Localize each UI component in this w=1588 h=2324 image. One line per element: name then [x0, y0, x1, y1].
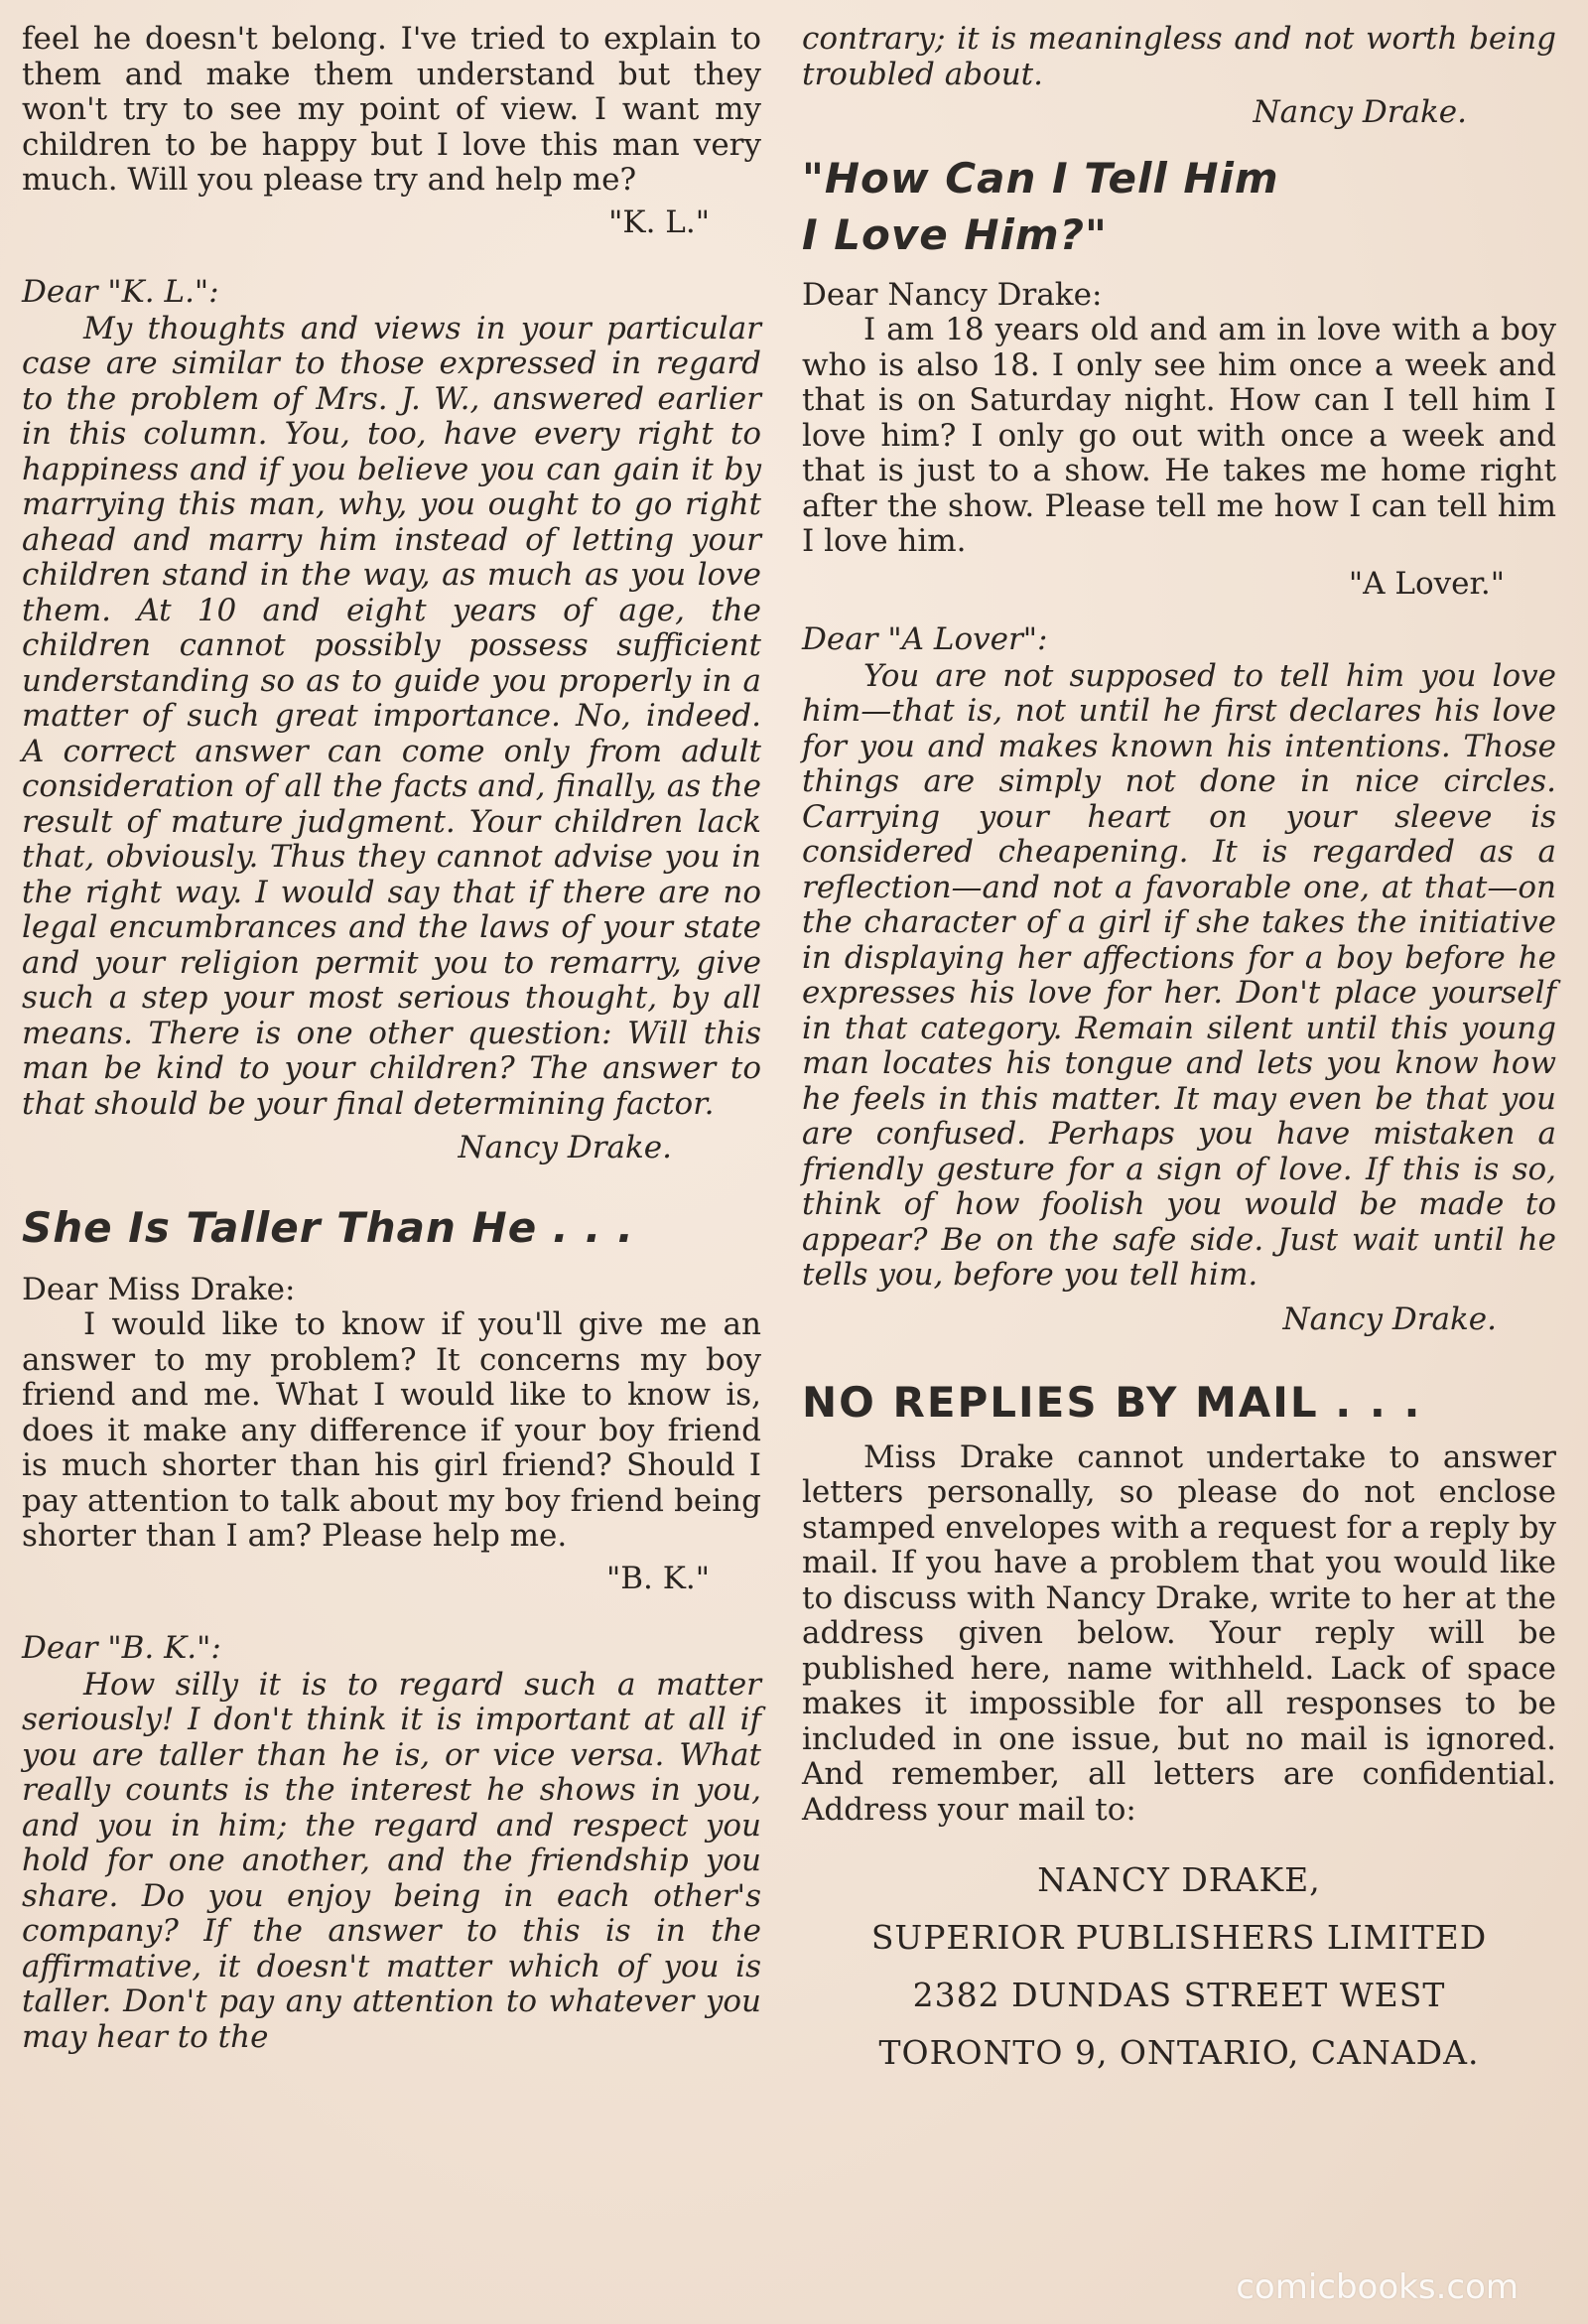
letter-signature: "K. L." — [608, 204, 710, 240]
section-heading-line1: "How Can I Tell Him — [802, 154, 1279, 203]
letter-body: I would like to know if you'll give me an answer to my problem? It concerns my boy friend and me. What I would like to know is, does it make any difference if your boy friend is much shorter than his girl friend? Should I pay attention to talk about my boy friend being shorter than I am? Please help me. — [22, 1306, 761, 1554]
letter-signature: "A Lover." — [1348, 565, 1505, 602]
reply-signoff: Nancy Drake. — [1282, 1300, 1497, 1337]
reply-signoff: Nancy Drake. — [1253, 94, 1467, 130]
address-line: SUPERIOR PUBLISHERS LIMITED — [870, 1918, 1488, 1957]
right-column — [802, 22, 1556, 2082]
mailing-address — [802, 1851, 1556, 2082]
letter-body: I am 18 years old and am in love with a boy who is also 18. I only see him once a week and that is on Saturday night. How can I tell him I love him? I only go out with once a week and that is just to a show. He takes me home right after the show. Please tell me how I can tell him I love him. — [802, 312, 1556, 559]
notice-heading: NO REPLIES BY MAIL . . . — [802, 1377, 1422, 1427]
address-line: NANCY DRAKE, — [1037, 1860, 1321, 1899]
left-column — [22, 22, 761, 2055]
section-heading: She Is Taller Than He . . . — [22, 1203, 634, 1252]
reply-body: You are not supposed to tell him you love him—that is, not until he first declares his love for you and makes known his intentions. Those things are simply not done in nice circles. Carrying your heart on your sleeve is considered cheapening. It is regarded as a reflection—and not a favorable one, at that—on the character of a girl if she takes the initiative in displaying her affections for a boy before he expresses his love for her. Don't place yourself in that category. Remain silent until this young man locates his tongue and lets you know how he feels in this matter. It may even be that you are confused. Perhaps you have mistaken a friendly gesture for a sign of love. If this is so, think of how foolish you would be made to appear? Be on the safe side. Just wait until he tells you, before you tell him. — [802, 657, 1556, 1293]
reply-body: My thoughts and views in your particular case are similar to those expressed in regard to the problem of Mrs. J. W., answered earlier in this column. You, too, have every right to happiness and if you believe you can gain it by marrying this man, why, you ought to go right ahead and marry him instead of letting your children stand in the way, as much as you love them. At 10 and eight years of age, the children cannot possibly possess sufficient understanding so as to guide you properly in a matter of such great importance. No, indeed. A correct answer can come only from adult consideration of all the facts and, finally, as the result of mature judgment. Your children lack that, obviously. Thus they cannot advise you in the right way. I would say that if there are no legal encumbrances and the laws of your state and your religion permit you to remarry, give such a step your most serious thought, by all means. There is one other question: Will this man be kind to your children? The answer to that should be your final determining factor. — [22, 310, 761, 1122]
letter-salutation: Dear Nancy Drake: — [802, 277, 1103, 313]
letter-signature: "B. K." — [605, 1560, 710, 1596]
section-heading-line2: I Love Him?" — [802, 210, 1108, 259]
address-line: TORONTO 9, ONTARIO, CANADA. — [878, 2033, 1480, 2072]
reply-signoff: Nancy Drake. — [458, 1130, 672, 1165]
letter-continuation: feel he doesn't belong. I've tried to explain to them and make them understand but they won't try to see my point of view. I want my children to be happy but I love this man very much. Will you please try and help me? — [22, 21, 761, 198]
watermark-text: comicbooks.com — [1236, 2267, 1519, 2307]
reply-salutation: Dear "K. L.": — [22, 273, 219, 310]
reply-continuation: contrary; it is meaningless and not worth being troubled about. — [802, 21, 1556, 92]
reply-salutation: Dear "B. K.": — [22, 1629, 221, 1666]
letter-salutation: Dear Miss Drake: — [22, 1272, 296, 1307]
reply-salutation: Dear "A Lover": — [802, 620, 1048, 657]
reply-body: How silly it is to regard such a matter seriously! I don't think it is important at all if you are taller than he is, or vice versa. What really counts is the interest he shows in you, and you in him; the regard and respect you hold for one another, and the friendship you share. Do you enjoy being in each other's company? If the answer to this is in the affirmative, it doesn't matter which of you is taller. Don't pay any attention to whatever you may hear to the — [22, 1666, 761, 2055]
address-line: 2382 DUNDAS STREET WEST — [912, 1976, 1446, 2014]
notice-body: Miss Drake cannot undertake to answer letters personally, so please do not enclose stamped envelopes with a request for a reply by mail. If you have a problem that you would like to discuss with Nancy Drake, write to her at the address given below. Your reply will be published here, name withheld. Lack of space makes it impossible for all responses to be included in one issue, but no mail is ignored. And remember, all letters are confidential. Address your mail to: — [802, 1438, 1556, 1828]
